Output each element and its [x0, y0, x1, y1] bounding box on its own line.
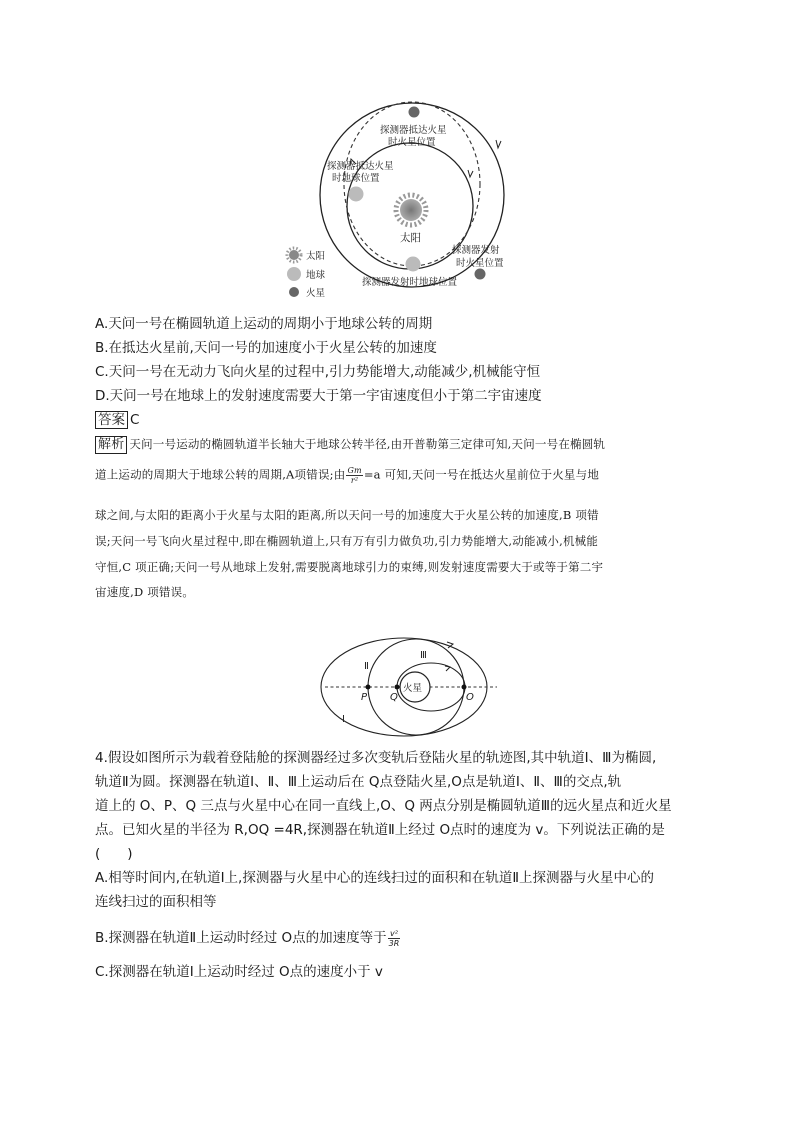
- frac-den: 3R: [388, 938, 400, 948]
- q3-option-d: D.天问一号在地球上的发射速度需要大于第一宇宙速度但小于第二宇宙速度: [95, 388, 542, 404]
- q4-option-a-2: 连线扫过的面积相等: [95, 894, 217, 910]
- point-P: [366, 685, 371, 690]
- sun-icon: [396, 195, 426, 225]
- label-mars-launch-2: 时火星位置: [456, 258, 504, 269]
- label-earth-arrival-1: 探测器抵达火星: [327, 161, 394, 172]
- label-earth-arrival-2: 时地球位置: [332, 173, 380, 184]
- frac-num: Gm: [347, 466, 362, 475]
- q3-option-a: A.天问一号在椭圆轨道上运动的周期小于地球公转的周期: [95, 316, 433, 332]
- analysis-line-4: 误;天问一号飞向火星过程中,即在椭圆轨道上,只有万有引力做负功,引力势能增大,动能减小,机械能: [95, 534, 599, 548]
- label-orbit-I: Ⅰ: [342, 714, 345, 725]
- answer-label: 答案: [95, 411, 128, 429]
- earth-launch-marker: [406, 257, 421, 272]
- label-mars-arrival-1: 探测器抵达火星: [380, 125, 447, 136]
- mars-orbit-diagram: [315, 630, 505, 738]
- q4-stem-2: 轨道Ⅱ为圆。探测器在轨道Ⅰ、Ⅱ、Ⅲ上运动后在 Q点登陆火星,O点是轨道Ⅰ、Ⅱ、Ⅲ的交点,轨: [95, 774, 622, 790]
- analysis-text-1: 天问一号运动的椭圆轨道半长轴大于地球公转半径,由开普勒第三定律可知,天问一号在椭圆轨: [129, 437, 606, 451]
- legend-mars: [289, 287, 326, 299]
- label-Q: Q: [390, 692, 398, 703]
- mars-arrival-marker: [409, 107, 420, 118]
- analysis-line-1: [95, 436, 605, 454]
- frac-num: v²: [388, 929, 401, 939]
- orbit-diagram: [280, 100, 520, 305]
- analysis-line-2: [95, 466, 599, 485]
- point-O: [462, 685, 467, 690]
- orbit-arrow: [445, 666, 450, 671]
- analysis-text-2a: 道上运动的周期大于地球公转的周期,A项错误;由: [95, 467, 346, 482]
- orbit-arrow: [496, 140, 501, 148]
- mars-launch-marker: [475, 269, 486, 280]
- q4-option-b: [95, 928, 401, 948]
- answer-value: C: [130, 412, 140, 428]
- legend-sun-label: 太阳: [306, 251, 326, 262]
- label-sun: 太阳: [400, 232, 421, 244]
- q4-stem-4: 点。已知火星的半径为 R,OQ =4R,探测器在轨道Ⅱ上经过 O点时的速度为 v。下列说法正确的是: [95, 822, 665, 838]
- q3-option-c: C.天问一号在无动力飞向火星的过程中,引力势能增大,动能减少,机械能守恒: [95, 364, 541, 380]
- q3-answer: [95, 410, 139, 430]
- q4-option-a-1: A.相等时间内,在轨道Ⅰ上,探测器与火星中心的连线扫过的面积和在轨道Ⅱ上探测器与火星中心的: [95, 870, 654, 886]
- point-Q: [395, 685, 400, 690]
- label-orbit-II: Ⅱ: [364, 661, 369, 672]
- q4-stem-3: 道上的 O、P、Q 三点与火星中心在同一直线上,O、Q 两点分别是椭圆轨道Ⅲ的远火星点和近火星: [95, 798, 672, 814]
- frac-den: r²: [350, 476, 359, 485]
- label-orbit-III: Ⅲ: [420, 650, 427, 661]
- label-mars-arrival-2: 时火星位置: [388, 137, 436, 148]
- analysis-line-3: 球之间,与太阳的距离小于火星与太阳的距离,所以天问一号的加速度大于火星公转的加速度,B 项错: [95, 508, 599, 522]
- legend-mars-label: 火星: [306, 288, 326, 299]
- orbit-arrow: [468, 170, 473, 177]
- v2-3r-fraction: [388, 929, 401, 948]
- earth-arrival-marker: [349, 187, 364, 202]
- label-O: O: [466, 692, 474, 703]
- q4-answer-blank: ( ): [95, 846, 133, 862]
- label-mars-launch-1: 探测器发射: [452, 245, 500, 256]
- q4-stem-1: 4.假设如图所示为载着登陆舱的探测器经过多次变轨后登陆火星的轨迹图,其中轨道Ⅰ、Ⅲ为椭圆,: [95, 750, 657, 766]
- analysis-line-6: 宙速度,D 项错误。: [95, 585, 195, 599]
- label-earth-launch: 探测器发射时地球位置: [362, 277, 458, 288]
- analysis-label: 解析: [95, 436, 127, 454]
- label-P: P: [361, 692, 368, 703]
- analysis-line-5: 守恒,C 项正确;天问一号从地球上发射,需要脱离地球引力的束缚,则发射速度需要大于或等于第二宇: [95, 560, 604, 574]
- analysis-text-2b: =a 可知,天问一号在抵达火星前位于火星与地: [363, 467, 600, 482]
- q4-option-b-text: B.探测器在轨道Ⅱ上运动时经过 O点的加速度等于: [95, 930, 387, 946]
- legend-earth: [287, 267, 326, 281]
- q4-option-c: C.探测器在轨道Ⅰ上运动时经过 O点的速度小于 v: [95, 964, 383, 980]
- q3-option-b: B.在抵达火星前,天问一号的加速度小于火星公转的加速度: [95, 340, 437, 356]
- label-mars: 火星: [403, 683, 423, 694]
- legend-earth-label: 地球: [306, 270, 326, 281]
- legend-sun: [287, 248, 325, 262]
- gm-r2-fraction: [346, 466, 362, 485]
